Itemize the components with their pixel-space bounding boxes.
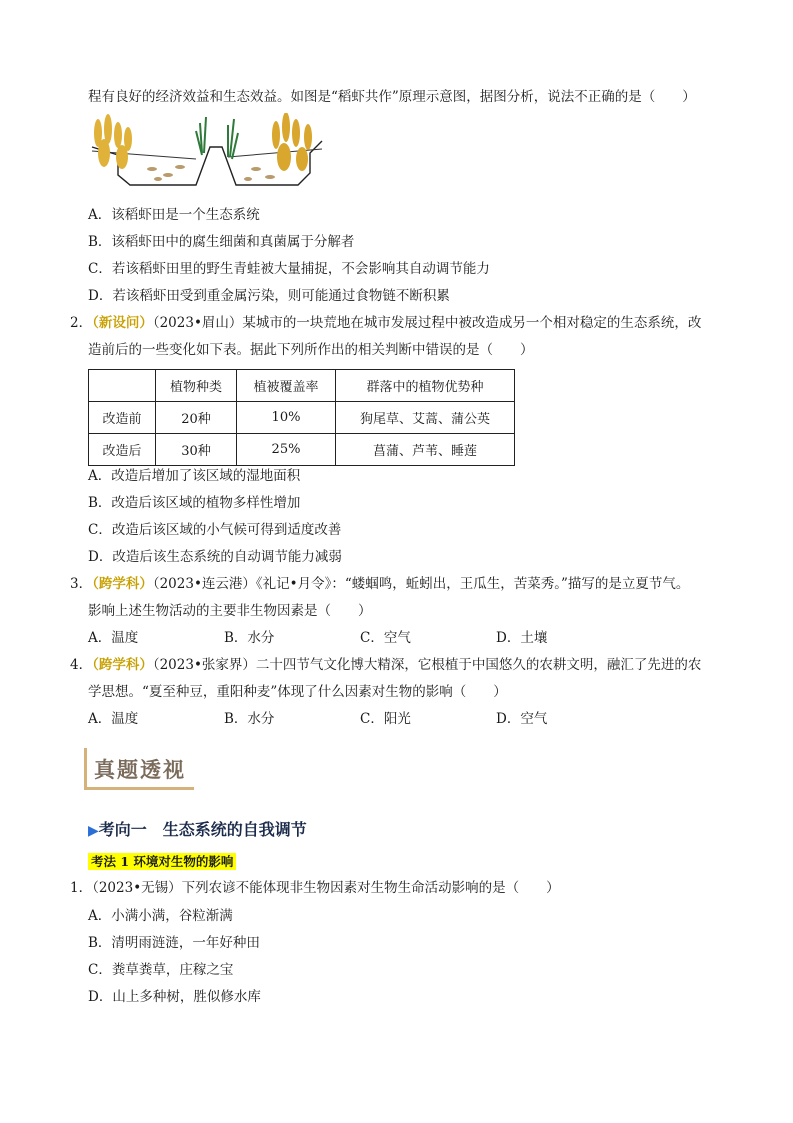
q2-stem-line1 (70, 313, 701, 333)
table-cell: 25% (237, 434, 336, 466)
q4-option-d: D．空气 (496, 711, 548, 727)
q3-stem-line2: 影响上述生物活动的主要非生物因素是（ ） (88, 603, 372, 619)
q1-option-a: A．该稻虾田是一个生态系统 (88, 207, 260, 223)
rice-shrimp-diagram (88, 113, 324, 195)
q1-option-c: C．若该稻虾田里的野生青蛙被大量捕捉，不会影响其自动调节能力 (88, 261, 490, 277)
section-title: 考向一 生态系统的自我调节 (98, 820, 307, 839)
q2-tag: （新设问） (92, 315, 153, 331)
banner-title: 真题透视 (94, 758, 186, 782)
q5-option-d: D．山上多种树，胜似修水库 (88, 989, 261, 1005)
q3-tag: （跨学科） (92, 576, 153, 592)
section-heading (88, 817, 307, 840)
q3-stem1: （2023•连云港）《礼记•月令》：“蝼蝈鸣，蚯蚓出，王瓜生，苦菜秀。”描写的是立夏节气。 (152, 576, 690, 592)
table-cell: 菖蒲、芦苇、睡莲 (336, 434, 515, 466)
q2-stem1: （2023•眉山）某城市的一块荒地在城市发展过程中被改造成另一个相对稳定的生态系统，改 (152, 315, 702, 331)
table-cell: 改造前 (89, 402, 156, 434)
triangle-right-icon: ▶ (88, 823, 99, 839)
q2-stem-line2: 造前后的一些变化如下表。据此下列所作出的相关判断中错误的是（ ） (88, 342, 534, 358)
section-banner (84, 748, 194, 790)
table-cell: 30种 (156, 434, 237, 466)
q5-stem: 1．（2023•无锡）下列农谚不能体现非生物因素对生物生命活动影响的是（ ） (70, 880, 560, 896)
q4-tag: （跨学科） (92, 657, 153, 673)
q5-option-c: C．粪草粪草，庄稼之宝 (88, 962, 234, 978)
q3-option-d: D．土壤 (496, 630, 548, 646)
q1-stem: 程有良好的经济效益和生态效益。如图是“稻虾共作”原理示意图，据图分析，说法不正确的是（ ） (88, 89, 696, 105)
table-row (89, 402, 515, 434)
table-header-cell: 植被覆盖率 (237, 370, 336, 402)
q4-option-a: A．温度 (88, 711, 139, 727)
table-header-cell (89, 370, 156, 402)
table-row (89, 434, 515, 466)
banner-border-horizontal (84, 787, 194, 790)
table-cell: 20种 (156, 402, 237, 434)
q5-option-b: B．清明雨涟涟，一年好种田 (88, 935, 260, 951)
method-label: 考法 1 环境对生物的影响 (88, 853, 236, 870)
q4-stem-line2: 学思想。“夏至种豆，重阳种麦”体现了什么因素对生物的影响（ ） (88, 684, 507, 700)
q3-stem-line1 (70, 574, 689, 594)
q2-option-d: D．改造后该生态系统的自动调节能力减弱 (88, 549, 342, 565)
q4-stem1: （2023•张家界）二十四节气文化博大精深，它根植于中国悠久的农耕文明，融汇了先进的农 (152, 657, 702, 673)
q3-option-b: B．水分 (224, 630, 275, 646)
q2-table (88, 369, 515, 466)
q1-option-d: D．若该稻虾田受到重金属污染，则可能通过食物链不断积累 (88, 288, 450, 304)
table-header-row (89, 370, 515, 402)
q2-option-c: C．改造后该区域的小气候可得到适度改善 (88, 522, 342, 538)
table-cell: 改造后 (89, 434, 156, 466)
table-header-cell: 群落中的植物优势种 (336, 370, 515, 402)
q4-stem-line1 (70, 655, 701, 675)
q5-option-a: A．小满小满，谷粒渐满 (88, 908, 233, 924)
q2-option-a: A．改造后增加了该区域的湿地面积 (88, 468, 301, 484)
banner-border-vertical (84, 748, 87, 790)
q4-option-b: B．水分 (224, 711, 275, 727)
q3-option-a: A．温度 (88, 630, 139, 646)
table-cell: 10% (237, 402, 336, 434)
table-header-cell: 植物种类 (156, 370, 237, 402)
q3-number: 3． (70, 576, 93, 592)
table-cell: 狗尾草、艾蒿、蒲公英 (336, 402, 515, 434)
q3-option-c: C．空气 (360, 630, 411, 646)
q2-option-b: B．改造后该区域的植物多样性增加 (88, 495, 301, 511)
q2-number: 2． (70, 315, 93, 331)
q4-option-c: C．阳光 (360, 711, 411, 727)
q4-number: 4． (70, 657, 93, 673)
q1-option-b: B．该稻虾田中的腐生细菌和真菌属于分解者 (88, 234, 355, 250)
